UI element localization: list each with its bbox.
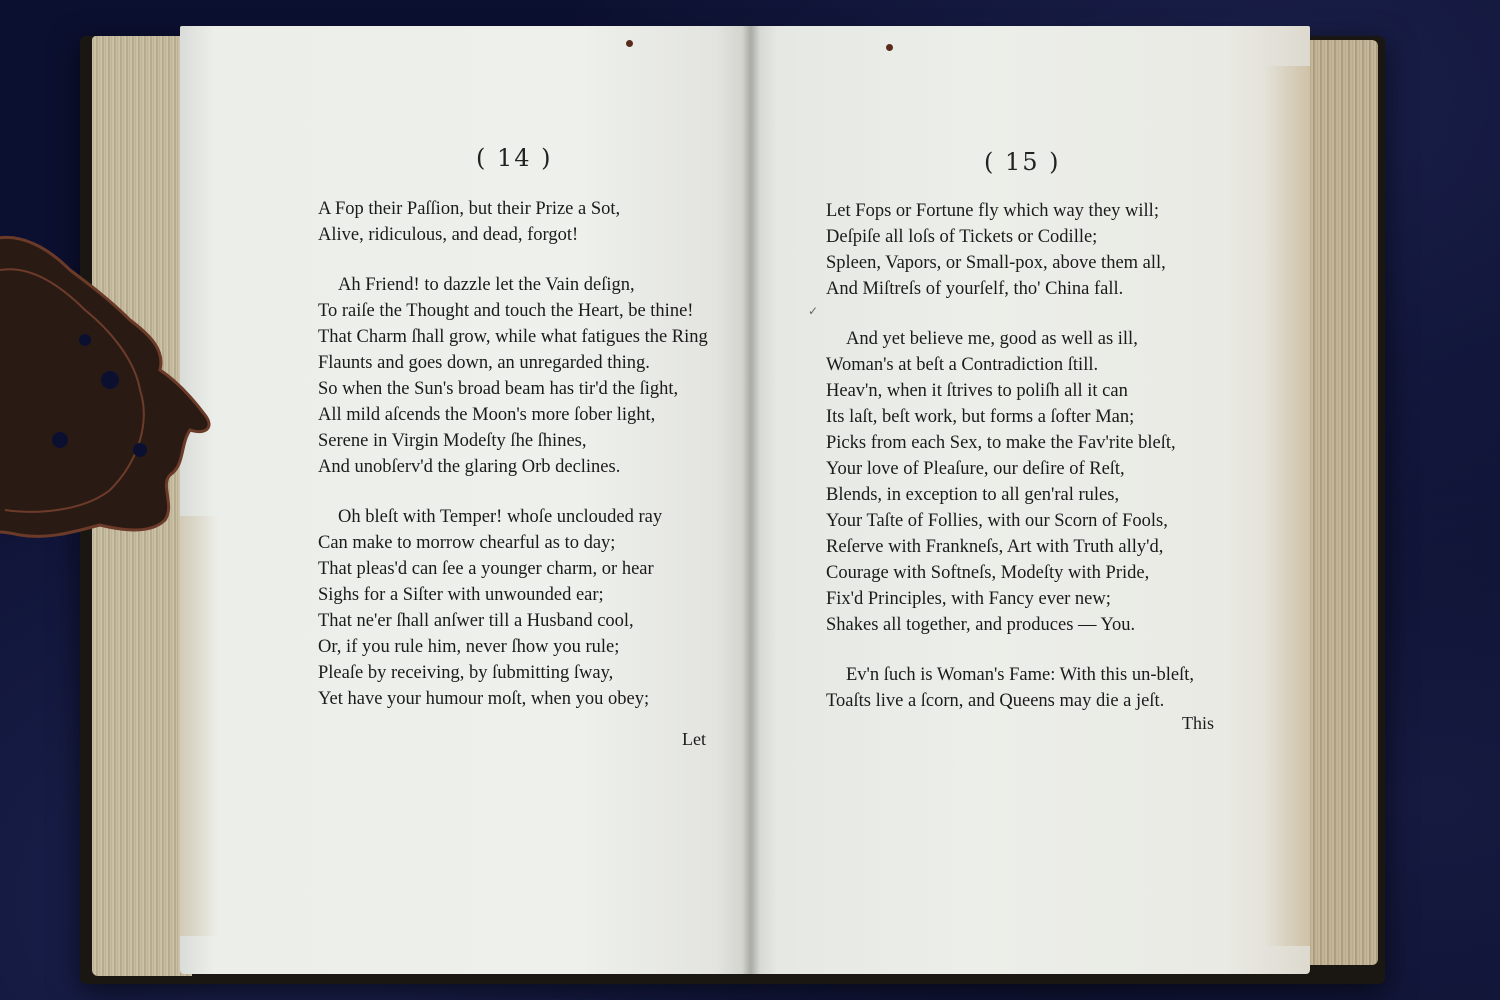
poem-line: Can make to morrow chearful as to day;: [318, 533, 616, 553]
poem-line: Serene in Virgin Modeſty ſhe ſhines,: [318, 431, 587, 451]
poem-line: A Fop their Paſſion, but their Prize a Sot,: [318, 199, 621, 219]
right-catchword: This: [1182, 713, 1215, 733]
poem-line: Toaſts live a ſcorn, and Queens may die a jeſt.: [826, 691, 1165, 711]
poem-line: Its laſt, beſt work, but forms a ſofter Man;: [826, 407, 1135, 427]
poem-line: Yet have your humour moſt, when you obey;: [318, 689, 650, 709]
poem-line: And Miſtreſs of yourſelf, tho' China fall.: [826, 279, 1124, 299]
poem-line: Alive, ridiculous, and dead, forgot!: [318, 225, 579, 245]
poem-line: Ah Friend! to dazzle let the Vain deſign,: [338, 275, 635, 295]
poem-line: Reſerve with Frankneſs, Art with Truth ally'd,: [826, 537, 1164, 557]
poem-line: Shakes all together, and produces — You.: [826, 615, 1136, 635]
right-page-edges: [1300, 40, 1378, 965]
poem-line: So when the Sun's broad beam has tir'd the ſight,: [318, 379, 679, 399]
poem-line: Let Fops or Fortune fly which way they will;: [826, 201, 1159, 221]
poem-line: Or, if you rule him, never ſhow you rule;: [318, 637, 620, 657]
right-page: [750, 26, 1310, 974]
poem-line: Blends, in exception to all gen'ral rules,: [826, 485, 1120, 505]
bookmark-clip-icon: [0, 230, 220, 550]
ink-spot: [886, 44, 893, 51]
poem-line: Spleen, Vapors, or Small-pox, above them all,: [826, 253, 1166, 273]
ink-spot: [626, 40, 633, 47]
poem-line: Pleaſe by receiving, by ſubmitting ſway,: [318, 663, 614, 683]
poem-line: Ev'n ſuch is Woman's Fame: With this un-bleſt,: [846, 665, 1195, 685]
right-page-stain: [1264, 66, 1310, 946]
right-poem-lines: [826, 198, 1194, 714]
poem-line: Deſpiſe all loſs of Tickets or Codille;: [826, 227, 1098, 247]
poem-line: Heav'n, when it ſtrives to poliſh all it can: [826, 381, 1128, 401]
poem-line: That Charm ſhall grow, while what fatigues the Ring: [318, 327, 708, 347]
pencil-mark-icon: ✓: [808, 304, 819, 318]
poem-line: That pleas'd can ſee a younger charm, or hear: [318, 559, 654, 579]
left-poem-lines: [318, 196, 708, 712]
poem-line: Woman's at beſt a Contradiction ſtill.: [826, 355, 1099, 375]
poem-line: Picks from each Sex, to make the Fav'rite bleſt,: [826, 433, 1176, 453]
left-page-number: ( 14 ): [476, 144, 553, 172]
poem-line: Flaunts and goes down, an unregarded thing.: [318, 353, 650, 373]
poem-line: Oh bleſt with Temper! whoſe unclouded ray: [338, 507, 663, 527]
poem-line: Sighs for a Siſter with unwounded ear;: [318, 585, 604, 605]
poem-line: Your love of Pleaſure, our deſire of Reſt,: [826, 459, 1125, 479]
poem-line: And unobſerv'd the glaring Orb declines.: [318, 457, 621, 477]
poem-line: That ne'er ſhall anſwer till a Husband cool,: [318, 611, 634, 631]
poem-line: Fix'd Principles, with Fancy ever new;: [826, 589, 1111, 609]
poem-line: To raiſe the Thought and touch the Heart, be thine!: [318, 301, 694, 321]
right-page-number: ( 15 ): [984, 148, 1061, 176]
poem-line: All mild aſcends the Moon's more ſober light,: [318, 405, 656, 425]
left-page-stain: [180, 516, 220, 936]
poem-line: And yet believe me, good as well as ill,: [846, 329, 1138, 349]
left-page: [180, 26, 750, 974]
left-catchword: Let: [682, 729, 706, 749]
poem-line: Your Taſte of Follies, with our Scorn of Fools,: [826, 511, 1168, 531]
poem-line: Courage with Softneſs, Modeſty with Pride,: [826, 563, 1150, 583]
